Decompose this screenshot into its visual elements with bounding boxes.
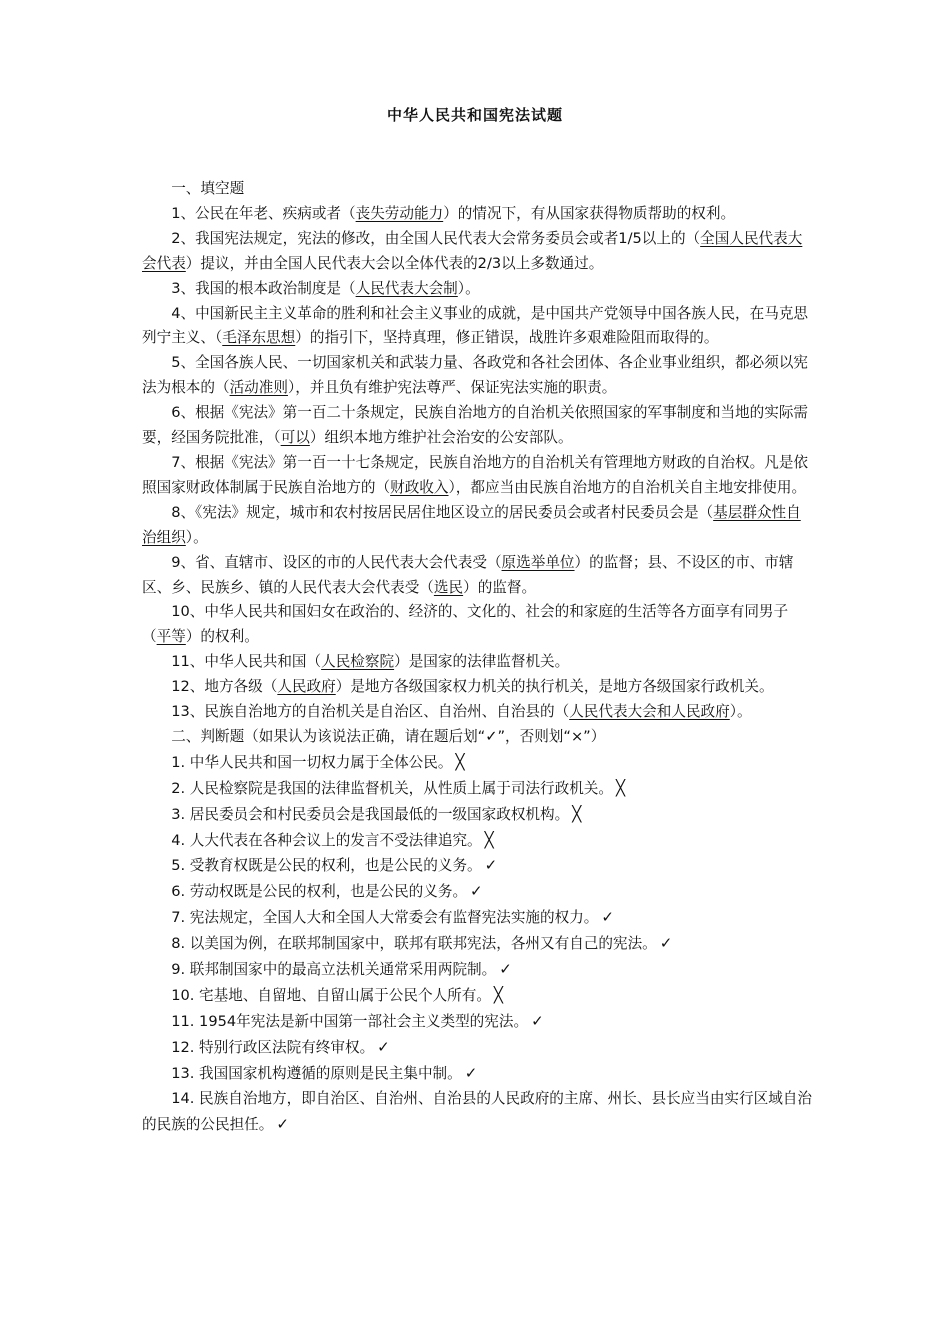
- answer: 平等: [156, 628, 186, 646]
- question-text: ）的指引下，坚持真理，修正错误，战胜许多艰难险阻而取得的。: [295, 329, 719, 347]
- question-text: 10. 宅基地、自留地、自留山属于公民个人所有。: [171, 987, 491, 1004]
- fill-blank-question: [142, 451, 814, 501]
- fill-blank-question: [142, 501, 814, 551]
- true-false-question: [142, 931, 814, 957]
- question-text: 2、我国宪法规定，宪法的修改，由全国人民代表大会常务委员会或者1/5以上的（: [171, 229, 701, 247]
- question-text: ）是地方各级国家权力机关的执行机关，是地方各级国家行政机关。: [335, 678, 774, 696]
- answer: 丧失劳动能力: [355, 204, 444, 222]
- question-text: 5. 受教育权既是公民的权利，也是公民的义务。: [171, 857, 482, 875]
- section-heading-true-false: 二、判断题（如果认为该说法正确，请在题后划“✓”，否则划“×”）: [171, 727, 606, 745]
- question-text: ）的情况下，有从国家获得物质帮助的权利。: [443, 204, 736, 222]
- question-text: 8、《宪法》规定，城市和农村按居民居住地区设立的居民委员会或者村民委员会是（: [171, 503, 714, 521]
- question-text: ）是国家的法律监督机关。: [394, 653, 570, 671]
- true-false-question: [142, 957, 814, 983]
- question-text: 12. 特别行政区法院有终审权。: [171, 1038, 375, 1056]
- fill-blank-question: [142, 277, 814, 302]
- question-text: ）的权利。: [185, 628, 259, 646]
- answer-mark-icon: ✓: [499, 960, 512, 979]
- fill-blank-question: [142, 700, 814, 725]
- question-text: ），并且负有维护宪法尊严、保证宪法实施的职责。: [287, 379, 617, 397]
- page-title: 中华人民共和国宪法试题: [386, 106, 563, 124]
- answer: 基层群众性自治组织: [142, 503, 801, 546]
- question-text: 1. 中华人民共和国一切权力属于全体公民。: [171, 753, 453, 771]
- answer-mark-icon: ✓: [531, 1011, 544, 1030]
- fill-blank-question: [142, 202, 814, 227]
- question-text: ）的监督。: [463, 578, 537, 596]
- answer-mark-icon: ✓: [464, 1063, 478, 1082]
- true-false-question: [142, 750, 814, 776]
- question-text: 6. 劳动权既是公民的权利，也是公民的义务。: [171, 883, 468, 901]
- true-false-question: [142, 1061, 814, 1087]
- answer-mark-icon: ✓: [377, 1037, 390, 1056]
- question-text: 10、中华人民共和国妇女在政治的、经济的、文化的、社会的和家庭的生活等各方面享有同男子（: [142, 603, 789, 646]
- question-text: 14. 民族自治地方，即自治区、自治州、自治县的人民政府的主席、州长、县长应当由实行区域自治的民族的公民担任。: [142, 1089, 812, 1133]
- fill-blank-question: [142, 600, 814, 650]
- true-false-question: [142, 983, 814, 1009]
- document-body: [142, 177, 814, 1137]
- answer: 全国人民代表大会代表: [142, 229, 803, 272]
- question-text: 13、民族自治地方的自治机关是自治区、自治州、自治县的（: [171, 703, 570, 721]
- fill-blank-question: [142, 302, 814, 352]
- question-text: ），都应当由民族自治地方的自治机关自主地安排使用。: [448, 478, 807, 496]
- answer-mark-icon: ✓: [601, 908, 614, 927]
- fill-blank-question: [142, 401, 814, 451]
- answer: 人民检察院: [321, 653, 395, 671]
- question-text: ）。: [457, 279, 480, 297]
- true-false-question: [142, 1087, 814, 1138]
- question-text: 5、全国各族人民、一切国家机关和武装力量、各政党和各社会团体、各企业事业组织，都必须以宪法为根本的（: [142, 354, 809, 397]
- question-text: ）。: [729, 703, 752, 721]
- fill-blank-question: [142, 351, 814, 401]
- answer: 毛泽东思想: [222, 329, 296, 347]
- answer: 原选举单位: [501, 553, 575, 571]
- true-false-question: [142, 802, 814, 828]
- answer: 人民代表大会制: [355, 279, 458, 297]
- true-false-question: [142, 776, 814, 802]
- answer-mark-icon: ╳: [615, 778, 626, 797]
- answer: 人民代表大会和人民政府: [569, 703, 730, 721]
- question-text: ）提议，并由全国人民代表大会以全体代表的2/3以上多数通过。: [185, 254, 604, 272]
- question-text: 1、公民在年老、疾病或者（: [171, 204, 356, 222]
- question-text: 3. 居民委员会和村民委员会是我国最低的一级国家政权机构。: [171, 805, 570, 823]
- answer: 人民政府: [277, 678, 336, 696]
- true-false-question: [142, 1009, 814, 1035]
- section-heading-fill-blank: 一、填空题: [171, 180, 245, 197]
- question-text: 3、我国的根本政治制度是（: [171, 279, 356, 297]
- question-text: 11. 1954年宪法是新中国第一部社会主义类型的宪法。: [171, 1012, 529, 1030]
- fill-blank-question: [142, 551, 814, 601]
- answer-mark-icon: ╳: [484, 830, 494, 849]
- question-text: 11、中华人民共和国（: [171, 653, 322, 671]
- answer-mark-icon: ✓: [659, 934, 673, 953]
- question-text: 8. 以美国为例，在联邦制国家中，联邦有联邦宪法，各州又有自己的宪法。: [171, 935, 657, 953]
- answer-mark-icon: ✓: [484, 856, 498, 875]
- question-text: 4. 人大代表在各种会议上的发言不受法律追究。: [171, 831, 482, 849]
- fill-blank-question: [142, 675, 814, 700]
- question-text: 2. 人民检察院是我国的法律监督机关，从性质上属于司法行政机关。: [171, 779, 613, 797]
- true-false-question: [142, 905, 814, 931]
- question-text: 12、地方各级（: [171, 678, 278, 696]
- answer: 选民: [433, 578, 464, 596]
- question-text: 4、中国新民主主义革命的胜利和社会主义事业的成就，是中国共产党领导中国各族人民，在马克思列宁主义、（: [142, 304, 809, 347]
- answer-mark-icon: ✓: [470, 882, 483, 901]
- question-text: 6、根据《宪法》第一百二十条规定，民族自治地方的自治机关依照国家的军事制度和当地的实际需要，经国务院批准，（: [142, 404, 809, 447]
- answer: 可以: [280, 429, 310, 447]
- answer: 财政收入: [390, 478, 449, 496]
- true-false-question: [142, 828, 814, 854]
- question-text: ）。: [185, 528, 208, 546]
- question-text: ）的监督；县、不设区的市、市辖区、乡、民族乡、镇的人民代表大会代表受（: [142, 553, 794, 596]
- answer: 活动准则: [229, 379, 288, 397]
- question-text: 9. 联邦制国家中的最高立法机关通常采用两院制。: [171, 961, 497, 979]
- answer-mark-icon: ╳: [455, 752, 465, 771]
- question-text: 7. 宪法规定，全国人大和全国人大常委会有监督宪法实施的权力。: [171, 909, 599, 927]
- question-text: ）组织本地方维护社会治安的公安部队。: [309, 429, 573, 447]
- question-text: 13. 我国国家机构遵循的原则是民主集中制。: [171, 1064, 462, 1082]
- answer-mark-icon: ✓: [276, 1114, 289, 1133]
- fill-blank-question: [142, 650, 814, 675]
- answer-mark-icon: ╳: [572, 804, 582, 823]
- fill-blank-question: [142, 227, 814, 277]
- true-false-question: [142, 879, 814, 905]
- question-text: 9、省、直辖市、设区的市的人民代表大会代表受（: [171, 553, 502, 571]
- question-text: 7、根据《宪法》第一百一十七条规定，民族自治地方的自治机关有管理地方财政的自治权。凡是依照国家财政体制属于民族自治地方的（: [142, 453, 809, 496]
- true-false-question: [142, 1035, 814, 1061]
- answer-mark-icon: ╳: [493, 986, 503, 1004]
- true-false-question: [142, 853, 814, 879]
